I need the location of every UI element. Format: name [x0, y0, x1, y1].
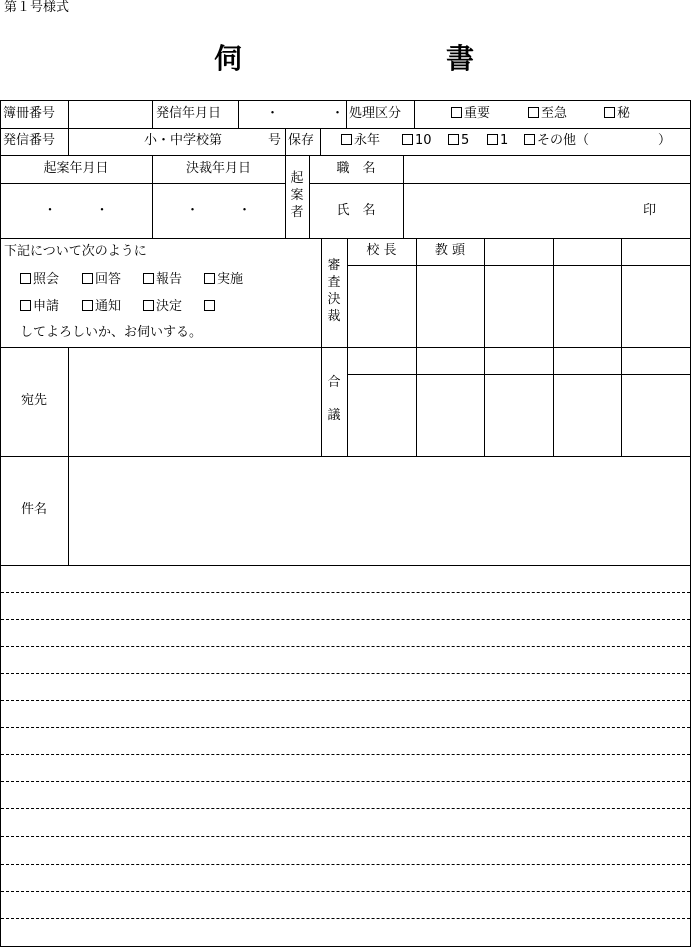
checkbox-icon [204, 273, 215, 284]
retention-label: 保存 [288, 133, 315, 148]
principal-seal-box[interactable] [348, 266, 415, 346]
retention-option-10[interactable]: 10 [402, 133, 432, 149]
draft-date-field[interactable]: ・ ・ [43, 203, 109, 218]
book-number-label: 簿冊番号 [3, 106, 56, 121]
title-char-1: 伺 [214, 42, 243, 75]
vice-principal-label: 教 頭 [434, 243, 466, 258]
number-suffix: 号 [268, 133, 282, 148]
review-label: 審査決裁 [327, 258, 341, 324]
seal-mark: 印 [643, 203, 657, 218]
request-option-notify[interactable]: 通知 [82, 299, 121, 315]
processing-label: 処理区分 [349, 106, 402, 121]
name-label: 氏 名 [336, 203, 376, 218]
checkbox-icon [448, 134, 459, 145]
decision-date-field[interactable]: ・ ・ [185, 203, 251, 218]
request-option-report[interactable]: 報告 [143, 272, 182, 288]
retention-option-other[interactable]: その他（ [524, 133, 589, 149]
checkbox-icon [604, 107, 615, 118]
request-closing: してよろしいか、お伺いする。 [20, 325, 203, 340]
checkbox-icon [20, 273, 31, 284]
address-label: 宛先 [20, 393, 47, 408]
checkbox-icon [451, 107, 462, 118]
checkbox-icon [528, 107, 539, 118]
checkbox-icon [487, 134, 498, 145]
processing-option-secret[interactable]: 秘 [604, 106, 630, 122]
issue-date-dots[interactable]: ・ ・ [266, 106, 345, 121]
checkbox-icon [143, 273, 154, 284]
consult-label-2: 議 [327, 408, 341, 423]
checkbox-icon [143, 300, 154, 311]
issue-date-label: 発信年月日 [156, 106, 222, 121]
request-option-decide[interactable]: 決定 [143, 299, 182, 315]
school-text: 小・中学校第 [144, 133, 223, 148]
vice-principal-seal-box[interactable] [417, 266, 483, 346]
body-text-area[interactable] [2, 567, 689, 944]
request-intro: 下記について次のように [4, 244, 147, 259]
checkbox-icon [341, 134, 352, 145]
processing-option-urgent[interactable]: 至急 [528, 106, 567, 122]
request-option-apply[interactable]: 申請 [20, 299, 59, 315]
request-option-execute[interactable]: 実施 [204, 272, 243, 288]
title-char-2: 書 [446, 42, 475, 75]
decision-date-label: 決裁年月日 [185, 161, 251, 176]
request-option-inquiry[interactable]: 照会 [20, 272, 59, 288]
retention-option-1[interactable]: 1 [487, 133, 508, 149]
checkbox-icon [204, 300, 215, 311]
retention-option-5[interactable]: 5 [448, 133, 469, 149]
drafter-label: 起案者 [290, 171, 304, 220]
consult-label-1: 合 [327, 375, 341, 390]
checkbox-icon [20, 300, 31, 311]
issue-number-label: 発信番号 [3, 133, 56, 148]
subject-label: 件名 [20, 502, 47, 517]
book-number-field[interactable] [70, 101, 151, 127]
retention-option-permanent[interactable]: 永年 [341, 133, 380, 149]
address-field[interactable] [70, 349, 320, 455]
position-label: 職 名 [336, 161, 376, 176]
subject-field[interactable] [70, 458, 689, 564]
checkbox-icon [82, 273, 93, 284]
form-number: 第１号様式 [4, 0, 70, 15]
draft-date-label: 起案年月日 [43, 161, 109, 176]
checkbox-icon [402, 134, 413, 145]
retention-close-paren: ） [658, 133, 672, 148]
principal-label: 校 長 [366, 243, 397, 258]
request-option-blank[interactable] [204, 299, 217, 315]
checkbox-icon [82, 300, 93, 311]
processing-option-important[interactable]: 重要 [451, 106, 490, 122]
position-field[interactable] [405, 157, 689, 182]
checkbox-icon [524, 134, 535, 145]
request-option-reply[interactable]: 回答 [82, 272, 121, 288]
